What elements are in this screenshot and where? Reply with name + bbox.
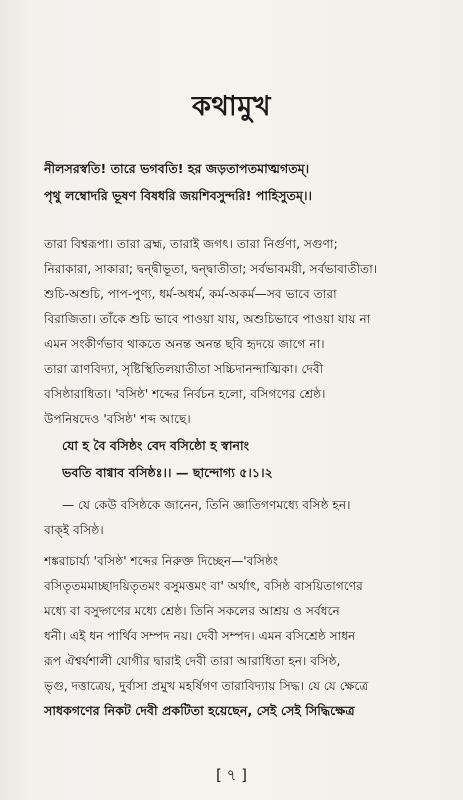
para3-line-4: ধনী। এই ধন পার্থিব সম্পদ নয়। দেবী সম্পদ। এমন বসিশ্রেষ্ঠ সাধন — [44, 629, 356, 643]
para1-line-3: শুচি-অশুচি, পাপ-পুণ্য, ধর্ম-অধর্ম, কর্ম-অকর্ম—সব ভাবে তারা — [44, 287, 337, 301]
para1-line-2: নিরাকারা, সাকারা; দ্বন্দ্বীভূতা, দ্বন্দ্বাতীতা; সর্বভাবময়ী, সর্বভাবাতীতা। — [44, 262, 378, 276]
para3-line-1: শঙ্করাচার্য্য 'বসিষ্ঠ' শব্দের নিরুক্ত দিচ্ছেন—'বসিষ্ঠং — [44, 554, 279, 568]
para3-line-6: ভৃগু, দত্তাত্রেয়, দুর্বাসা প্রমুখ মহর্ষিগণ তারাবিদ্যায় সিদ্ধ। যে যে ক্ষেত্রে — [44, 679, 369, 693]
verse-line-2: পৃথু লম্বোদরি ভূষণ বিষধরি জয়শিবসুন্দরি! পাহিসুতম্।। — [44, 188, 313, 203]
para1-line-1: তারা বিশ্বরূপা। তারা ব্রহ্ম, তারাই জগৎ। তারা নির্গুণা, সগুণা; — [44, 237, 338, 251]
para2-line-1: — যে কেউ বসিষ্ঠকে জানেন, তিনি জ্ঞাতিগণমধ্যে বসিষ্ঠ হন। — [62, 498, 351, 512]
para3-line-7: সাধকগণের নিকট দেবী প্রকটিতা হয়েছেন, সেই সেই সিদ্ধিক্ষেত্র — [44, 703, 355, 718]
para1-line-5: এমন সংকীর্ণভাব থাকতে অনন্ত অনন্ত ছবি হৃদয়ে জাগে না। — [44, 337, 325, 351]
para1-line-8: উপনিষদেও 'বসিষ্ঠ' শব্দ আছে। — [44, 412, 191, 426]
page-title: কথামুখ — [192, 91, 271, 122]
para1-line-4: বিরাজিতা। তাঁকে শুচি ভাবে পাওয়া যায়, অশুচিভাবে পাওয়া যায় না — [44, 312, 371, 326]
para3-line-5: রূপ ঐশ্বর্যশালী যোগীর দ্বারাই দেবী তারা আরাধিতা হন। বসিষ্ঠ, — [44, 654, 341, 668]
para2-line-2: বাক্ই বসিষ্ঠ। — [44, 523, 104, 537]
verse-line-1: নীলসরস্বতি! তারে ভগবতি! হর জড়তাপতমাত্মগতম্। — [44, 161, 310, 176]
quote-line-1: যো হ বৈ বসিষ্ঠং বেদ বসিষ্ঠো হ স্বানাং — [62, 438, 250, 453]
quote-line-2: ভবতি বাগ্বাব বসিষ্ঠঃ।। — ছান্দোগ্য ৫।১।২ — [62, 465, 273, 480]
page-number: [ ৭ ] — [216, 766, 247, 784]
para1-line-7: বসিষ্ঠারাধিতা। 'বসিষ্ঠ' শব্দের নির্বচন হলো, বসিগণের শ্রেষ্ঠ। — [44, 387, 326, 401]
para1-line-6: তারা ত্রাণবিদ্যা, সৃষ্টিস্থিতিলয়াতীতা সচ্চিদানন্দাত্মিকা। দেবী — [44, 362, 324, 376]
para3-line-2: বসিতৃতমমাচ্ছাদয়িতৃতমং বসুমত্তমং বা' অর্থাৎ, বসিষ্ঠ বাসয়িতাগণের — [44, 579, 363, 593]
para3-line-3: মধ্যে বা বসুদ্গণের মধ্যে শ্রেষ্ঠ। তিনি সকলের আশ্রয় ও সর্বধনে — [44, 604, 340, 618]
